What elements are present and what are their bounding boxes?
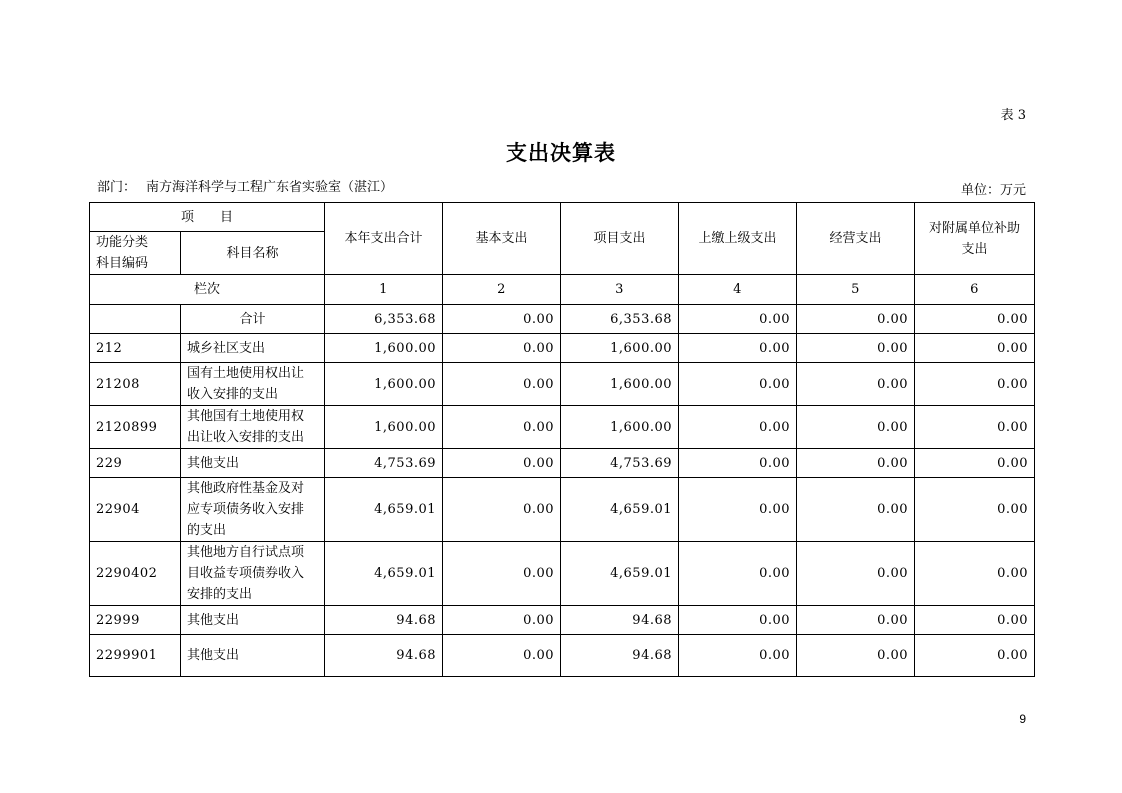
amount-cell-col5: 0.00 (797, 334, 915, 363)
amount-cell-col1: 4,659.01 (325, 542, 443, 606)
subject-code-cell: 22904 (90, 478, 181, 542)
amount-cell-col1: 4,659.01 (325, 478, 443, 542)
amount-cell-col1: 4,753.69 (325, 449, 443, 478)
subject-name-cell: 其他政府性基金及对 应专项债务收入安排 的支出 (181, 478, 325, 542)
column-index-5: 5 (797, 275, 915, 305)
amount-cell-col2: 0.00 (443, 635, 561, 677)
subject-name-cell: 其他支出 (181, 635, 325, 677)
amount-cell-col5: 0.00 (797, 542, 915, 606)
amount-cell-col6: 0.00 (915, 478, 1035, 542)
expenditure-table (89, 202, 1035, 677)
amount-cell-col2: 0.00 (443, 449, 561, 478)
amount-cell-col4: 0.00 (679, 305, 797, 334)
column-index-1: 1 (325, 275, 443, 305)
table-row (90, 542, 1035, 606)
page-title: 支出决算表 (506, 140, 616, 165)
amount-cell-col4: 0.00 (679, 542, 797, 606)
subject-name-cell: 其他支出 (181, 449, 325, 478)
amount-cell-col1: 94.68 (325, 606, 443, 635)
amount-cell-col2: 0.00 (443, 606, 561, 635)
amount-cell-col5: 0.00 (797, 363, 915, 406)
table-row (90, 363, 1035, 406)
amount-cell-col6: 0.00 (915, 363, 1035, 406)
amount-cell-col4: 0.00 (679, 606, 797, 635)
subject-code-cell (90, 305, 181, 334)
amount-cell-col4: 0.00 (679, 363, 797, 406)
amount-cell-col1: 1,600.00 (325, 363, 443, 406)
subject-name-cell: 其他地方自行试点项 目收益专项债券收入 安排的支出 (181, 542, 325, 606)
amount-cell-col3: 94.68 (561, 606, 679, 635)
amount-cell-col3: 1,600.00 (561, 363, 679, 406)
subject-code-cell: 212 (90, 334, 181, 363)
subject-name-cell: 城乡社区支出 (181, 334, 325, 363)
subject-code-cell: 21208 (90, 363, 181, 406)
department-label: 部门： (97, 180, 137, 195)
amount-cell-col2: 0.00 (443, 542, 561, 606)
table-row (90, 449, 1035, 478)
amount-cell-col1: 1,600.00 (325, 406, 443, 449)
amount-cell-col6: 0.00 (915, 305, 1035, 334)
subject-name-cell: 国有土地使用权出让 收入安排的支出 (181, 363, 325, 406)
subject-name-cell: 合计 (181, 305, 325, 334)
amount-cell-col2: 0.00 (443, 363, 561, 406)
header-total-expenditure: 本年支出合计 (325, 203, 443, 275)
column-index-3: 3 (561, 275, 679, 305)
amount-cell-col5: 0.00 (797, 305, 915, 334)
department-line (97, 176, 393, 195)
amount-cell-col4: 0.00 (679, 635, 797, 677)
header-func-code: 功能分类 科目编码 (90, 232, 181, 275)
subject-code-cell: 2299901 (90, 635, 181, 677)
header-basic-expenditure: 基本支出 (443, 203, 561, 275)
amount-cell-col2: 0.00 (443, 478, 561, 542)
amount-cell-col5: 0.00 (797, 478, 915, 542)
subject-code-cell: 2290402 (90, 542, 181, 606)
department-name: 南方海洋科学与工程广东省实验室（湛江） (146, 180, 394, 195)
column-index-2: 2 (443, 275, 561, 305)
column-index-6: 6 (915, 275, 1035, 305)
amount-cell-col6: 0.00 (915, 449, 1035, 478)
header-subsidiary-subsidy: 对附属单位补助 支出 (915, 203, 1035, 275)
table-row (90, 635, 1035, 677)
header-remit-superior: 上缴上级支出 (679, 203, 797, 275)
amount-cell-col3: 4,659.01 (561, 478, 679, 542)
amount-cell-col3: 4,659.01 (561, 542, 679, 606)
total-row (90, 305, 1035, 334)
header-subject-name: 科目名称 (181, 232, 325, 275)
subject-name-cell: 其他国有土地使用权 出让收入安排的支出 (181, 406, 325, 449)
amount-cell-col5: 0.00 (797, 449, 915, 478)
amount-cell-col6: 0.00 (915, 606, 1035, 635)
header-business-expenditure: 经营支出 (797, 203, 915, 275)
table-row (90, 478, 1035, 542)
subject-code-cell: 229 (90, 449, 181, 478)
amount-cell-col6: 0.00 (915, 635, 1035, 677)
unit-label: 单位：万元 (960, 183, 1026, 198)
amount-cell-col3: 1,600.00 (561, 406, 679, 449)
amount-cell-col2: 0.00 (443, 305, 561, 334)
amount-cell-col4: 0.00 (679, 334, 797, 363)
column-index-row (90, 275, 1035, 305)
amount-cell-col2: 0.00 (443, 334, 561, 363)
amount-cell-col1: 6,353.68 (325, 305, 443, 334)
subject-name-cell: 其他支出 (181, 606, 325, 635)
column-index-label: 栏次 (90, 275, 325, 305)
table-number: 表 3 (1000, 108, 1026, 123)
amount-cell-col6: 0.00 (915, 542, 1035, 606)
header-project: 项 目 (90, 203, 325, 232)
amount-cell-col4: 0.00 (679, 449, 797, 478)
amount-cell-col5: 0.00 (797, 635, 915, 677)
amount-cell-col6: 0.00 (915, 334, 1035, 363)
amount-cell-col4: 0.00 (679, 478, 797, 542)
amount-cell-col3: 1,600.00 (561, 334, 679, 363)
table-row (90, 406, 1035, 449)
subject-code-cell: 22999 (90, 606, 181, 635)
amount-cell-col1: 1,600.00 (325, 334, 443, 363)
amount-cell-col5: 0.00 (797, 606, 915, 635)
page-number: 9 (1019, 712, 1026, 726)
subject-code-cell: 2120899 (90, 406, 181, 449)
column-index-4: 4 (679, 275, 797, 305)
amount-cell-col5: 0.00 (797, 406, 915, 449)
amount-cell-col3: 4,753.69 (561, 449, 679, 478)
table-row (90, 606, 1035, 635)
table-row (90, 334, 1035, 363)
amount-cell-col3: 6,353.68 (561, 305, 679, 334)
amount-cell-col4: 0.00 (679, 406, 797, 449)
amount-cell-col1: 94.68 (325, 635, 443, 677)
amount-cell-col6: 0.00 (915, 406, 1035, 449)
header-project-expenditure: 项目支出 (561, 203, 679, 275)
header-row-top (90, 203, 1035, 232)
amount-cell-col3: 94.68 (561, 635, 679, 677)
amount-cell-col2: 0.00 (443, 406, 561, 449)
